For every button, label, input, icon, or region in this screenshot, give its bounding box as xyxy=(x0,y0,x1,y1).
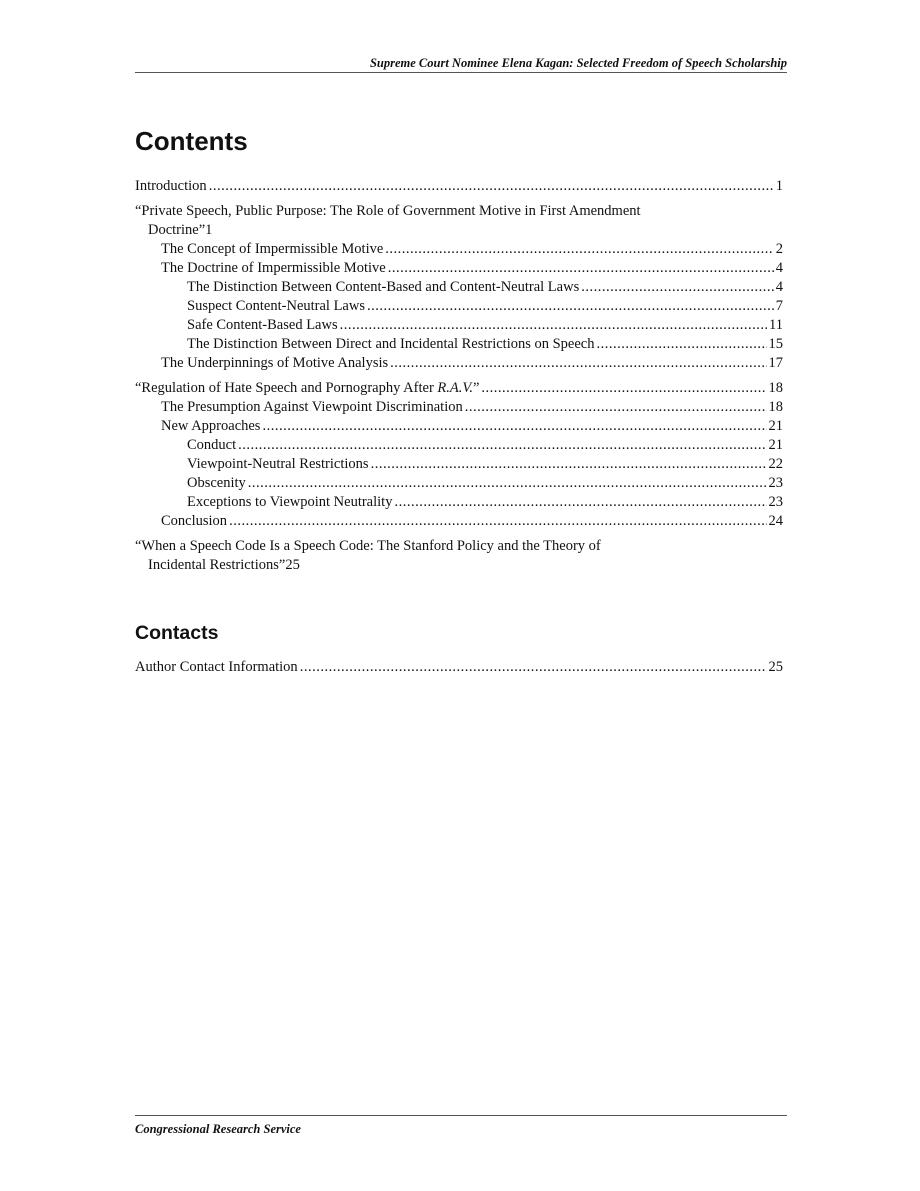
toc-entry-page: 7 xyxy=(775,298,783,314)
toc-leader-dots xyxy=(465,398,767,417)
running-header xyxy=(135,55,787,73)
toc-entry-page: 2 xyxy=(775,241,783,257)
toc-entry-title xyxy=(135,379,479,398)
toc-entry-title: The Distinction Between Direct and Incidental Restrictions on Speech xyxy=(187,336,595,352)
toc-entry-page: 4 xyxy=(775,260,783,276)
toc-entry-page: 23 xyxy=(768,475,783,491)
toc-leader-dots xyxy=(597,335,767,354)
toc-entry-page: 23 xyxy=(768,494,783,510)
toc-entry[interactable] xyxy=(135,379,783,398)
toc-entry-title: Conduct xyxy=(187,437,237,453)
contacts-list xyxy=(135,658,783,677)
toc-entry-page: 15 xyxy=(768,336,783,352)
toc-entry-title-text: “Regulation of Hate Speech and Pornography After xyxy=(135,380,438,396)
toc-entry[interactable] xyxy=(135,455,783,474)
contacts-heading: Contacts xyxy=(135,622,219,644)
toc-leader-dots xyxy=(229,512,766,531)
toc-entry[interactable] xyxy=(135,493,783,512)
toc-entry-page: 1 xyxy=(205,222,213,238)
toc-entry[interactable] xyxy=(135,177,783,196)
toc-entry-page: 25 xyxy=(768,659,783,675)
toc-leader-dots xyxy=(390,354,766,373)
toc-entry[interactable] xyxy=(135,537,783,575)
toc-entry[interactable] xyxy=(135,240,783,259)
toc-entry[interactable] xyxy=(135,278,783,297)
toc-entry-page: 18 xyxy=(768,399,783,415)
toc-entry-title: Obscenity xyxy=(187,475,246,491)
toc-leader-dots xyxy=(394,493,766,512)
toc-entry-title: Viewpoint-Neutral Restrictions xyxy=(187,456,369,472)
toc-entry-title: The Concept of Impermissible Motive xyxy=(161,241,384,257)
toc-entry-title: New Approaches xyxy=(161,418,261,434)
contents-heading: Contents xyxy=(135,126,248,156)
toc-entry-title: The Underpinnings of Motive Analysis xyxy=(161,355,389,371)
toc-entry[interactable] xyxy=(135,512,783,531)
toc-leader-dots xyxy=(385,240,773,259)
toc-entry[interactable] xyxy=(135,436,783,455)
toc-entry-title: The Doctrine of Impermissible Motive xyxy=(161,260,386,276)
toc-entry-title: “When a Speech Code Is a Speech Code: The Stanford Policy and the Theory of xyxy=(135,538,601,554)
toc-entry-page: 21 xyxy=(768,437,783,453)
toc-entry[interactable] xyxy=(135,297,783,316)
toc-entry-title-continued: Incidental Restrictions” xyxy=(148,557,286,573)
toc-entry[interactable] xyxy=(135,354,783,373)
toc-entry-page: 21 xyxy=(768,418,783,434)
footer-text: Congressional Research Service xyxy=(135,1122,301,1136)
toc-leader-dots xyxy=(581,278,774,297)
toc-entry-page: 24 xyxy=(768,513,783,529)
toc-leader-dots xyxy=(388,259,774,278)
toc-entry[interactable] xyxy=(135,474,783,493)
toc-entry-title: Introduction xyxy=(135,178,207,194)
toc-entry[interactable] xyxy=(135,335,783,354)
toc-entry-title: Author Contact Information xyxy=(135,659,298,675)
toc-leader-dots xyxy=(367,297,774,316)
toc-entry[interactable] xyxy=(135,417,783,436)
toc-entry-title: The Distinction Between Content-Based and Content-Neutral Laws xyxy=(187,279,580,295)
toc-entry[interactable] xyxy=(135,202,783,240)
toc-leader-dots xyxy=(371,455,767,474)
toc-leader-dots xyxy=(481,379,766,398)
toc-entry-title: Conclusion xyxy=(161,513,228,529)
toc-leader-dots xyxy=(340,316,767,335)
toc-leader-dots xyxy=(262,417,766,436)
table-of-contents xyxy=(135,177,783,575)
toc-entry[interactable] xyxy=(135,316,783,335)
toc-entry[interactable] xyxy=(135,259,783,278)
toc-leader-dots xyxy=(209,177,774,196)
toc-entry-page: 25 xyxy=(285,557,300,573)
toc-leader-dots xyxy=(248,474,767,493)
toc-entry-title: Safe Content-Based Laws xyxy=(187,317,338,333)
running-header-title: Supreme Court Nominee Elena Kagan: Selected Freedom of Speech Scholarship xyxy=(369,56,787,70)
toc-leader-dots xyxy=(300,658,767,677)
toc-entry-page: 22 xyxy=(768,456,783,472)
toc-entry-title-end: ” xyxy=(472,380,480,396)
toc-entry[interactable] xyxy=(135,398,783,417)
toc-entry-title: Suspect Content-Neutral Laws xyxy=(187,298,365,314)
toc-entry-title-italic: R.A.V. xyxy=(437,380,473,396)
toc-entry-title-continued: Doctrine” xyxy=(148,222,206,238)
toc-entry-page: 11 xyxy=(769,317,783,333)
toc-entry-page: 4 xyxy=(775,279,783,295)
toc-entry-title: The Presumption Against Viewpoint Discrimination xyxy=(161,399,463,415)
toc-entry-page: 1 xyxy=(775,178,783,194)
toc-entry-page: 18 xyxy=(768,380,783,396)
toc-entry-title: Exceptions to Viewpoint Neutrality xyxy=(187,494,393,510)
toc-entry-page: 17 xyxy=(768,355,783,371)
toc-leader-dots xyxy=(238,436,766,455)
toc-entry-title: “Private Speech, Public Purpose: The Role of Government Motive in First Amendment xyxy=(135,203,641,219)
page-footer xyxy=(135,1115,787,1137)
toc-entry[interactable] xyxy=(135,658,783,677)
